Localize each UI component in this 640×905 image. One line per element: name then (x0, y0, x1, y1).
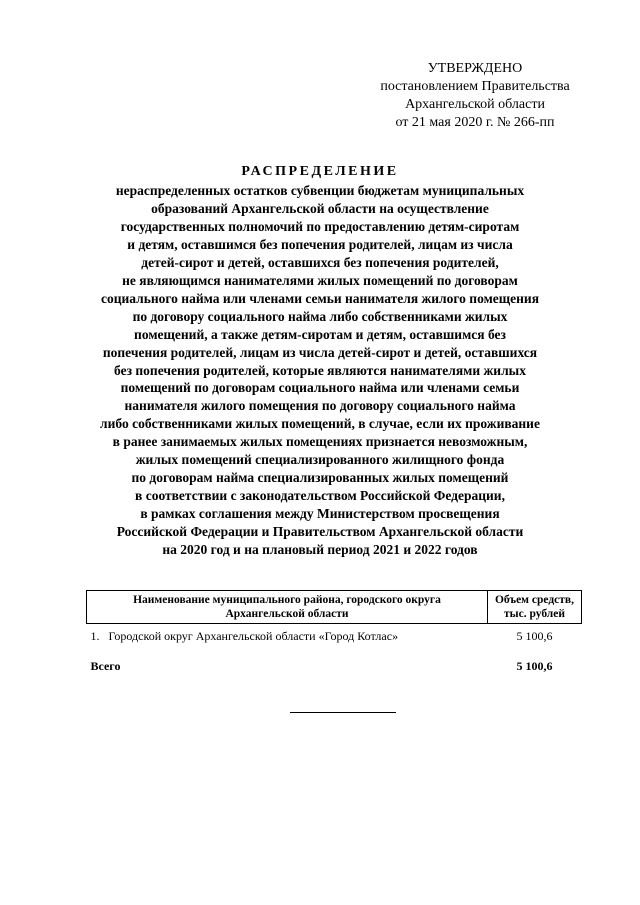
subtitle-line: в ранее занимаемых жилых помещениях признается невозможным, (112, 434, 528, 450)
header-amount-line-2: тыс. рублей (504, 608, 565, 620)
subtitle-line: попечения родителей, лицам из числа детей-сирот и детей, оставшихся (102, 344, 538, 360)
subtitle-line: помещений, а также детям-сиротам и детям, оставшимся без (134, 326, 506, 342)
subtitle-line: образований Архангельской области на осуществление (151, 200, 489, 216)
subtitle-line: помещений по договорам социального найма или членами семьи (120, 380, 520, 396)
table-row (87, 624, 582, 659)
document-title: РАСПРЕДЕЛЕНИЕ (241, 164, 399, 179)
row-name: Городской округ Архангельской области «Город Котлас» (108, 629, 399, 643)
subtitle-line: социального найма или членами семьи нанимателя жилого помещения (100, 290, 540, 306)
subtitle-line: либо собственниками жилых помещений, в случае, если их проживание (100, 416, 540, 432)
document-subtitle (40, 182, 600, 559)
subtitle-line: в соответствии с законодательством Российской Федерации, (135, 488, 505, 504)
subtitle-line: детей-сирот и детей, оставшихся без попечения родителей, (141, 254, 499, 270)
table-total-row (87, 658, 582, 674)
approval-line-2: Архангельской области (405, 97, 545, 112)
row-amount: 5 100,6 (516, 629, 553, 643)
subtitle-line: без попечения родителей, которые являются нанимателями жилых (114, 362, 526, 378)
subtitle-line: и детям, оставшимся без попечения родителей, лицам из числа (127, 236, 513, 252)
subtitle-line: в рамках соглашения между Министерством просвещения (140, 506, 500, 522)
subtitle-line: на 2020 год и на плановый период 2021 и 2022 годов (162, 542, 478, 558)
approval-line-3: от 21 мая 2020 г. № 266-пп (395, 115, 555, 130)
subtitle-line: не являющимся нанимателями жилых помещений по договорам (122, 272, 518, 288)
subtitle-line: нанимателя жилого помещения по договору социального найма (124, 398, 516, 414)
header-name-line-1: Наименование муниципального района, городского округа (133, 594, 441, 606)
header-name-cell (87, 591, 488, 624)
subtitle-line: по договорам найма специализированных жилых помещений (131, 470, 509, 486)
row-name-cell (87, 624, 488, 659)
total-label: Всего (90, 659, 121, 673)
subtitle-line: государственных полномочий по предоставлению детям-сиротам (120, 218, 520, 234)
header-amount-line-1: Объем средств, (494, 594, 575, 606)
total-amount: 5 100,6 (516, 659, 553, 673)
row-number: 1. (90, 629, 100, 643)
subtitle-line: по договору социального найма либо собственниками жилых (132, 308, 508, 324)
approval-title: УТВЕРЖДЕНО (427, 61, 523, 76)
subtitle-line: Российской Федерации и Правительством Архангельской области (116, 524, 524, 540)
table-header-row (87, 591, 582, 624)
header-name-line-2: Архангельской области (225, 608, 349, 620)
distribution-table (86, 590, 582, 674)
approval-block (360, 60, 590, 132)
header-amount-cell (488, 591, 582, 624)
approval-line-1: постановлением Правительства (380, 79, 570, 94)
subtitle-line: нераспределенных остатков субвенции бюджетам муниципальных (115, 183, 525, 198)
closing-rule (290, 712, 396, 713)
subtitle-line: жилых помещений специализированного жилищного фонда (135, 452, 505, 468)
